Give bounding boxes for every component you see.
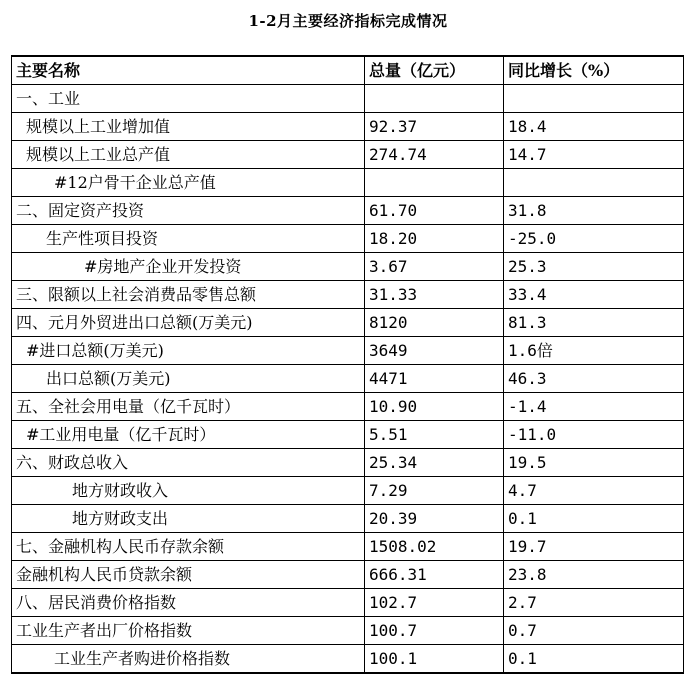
row-total: 7.29 — [365, 477, 504, 505]
row-name: 地方财政支出 — [12, 505, 365, 533]
table-row — [12, 113, 684, 141]
row-name: 金融机构人民币贷款余额 — [12, 561, 365, 589]
row-total: 5.51 — [365, 421, 504, 449]
row-total: 100.1 — [365, 645, 504, 674]
table-row — [12, 169, 684, 197]
row-growth: 25.3 — [504, 253, 684, 281]
row-total: 18.20 — [365, 225, 504, 253]
row-growth: 14.7 — [504, 141, 684, 169]
row-total: 31.33 — [365, 281, 504, 309]
row-total: 8120 — [365, 309, 504, 337]
row-total — [365, 169, 504, 197]
table-row — [12, 225, 684, 253]
indicators-table — [11, 55, 684, 674]
row-growth: -11.0 — [504, 421, 684, 449]
row-name: #进口总额(万美元) — [12, 337, 365, 365]
table-row — [12, 197, 684, 225]
table-row — [12, 533, 684, 561]
row-name: 生产性项目投资 — [12, 225, 365, 253]
row-growth: 31.8 — [504, 197, 684, 225]
table-row — [12, 645, 684, 674]
table-row — [12, 505, 684, 533]
column-header-total: 总量（亿元） — [365, 56, 504, 85]
column-header-name: 主要名称 — [12, 56, 365, 85]
row-total: 61.70 — [365, 197, 504, 225]
table-row — [12, 141, 684, 169]
row-name: 四、元月外贸进出口总额(万美元) — [12, 309, 365, 337]
table-row — [12, 309, 684, 337]
row-growth: 19.5 — [504, 449, 684, 477]
row-name: #房地产企业开发投资 — [12, 253, 365, 281]
table-row — [12, 617, 684, 645]
row-growth — [504, 85, 684, 113]
row-growth: 2.7 — [504, 589, 684, 617]
row-growth: 33.4 — [504, 281, 684, 309]
row-growth: 23.8 — [504, 561, 684, 589]
row-total: 4471 — [365, 365, 504, 393]
table-row — [12, 421, 684, 449]
row-growth: 0.7 — [504, 617, 684, 645]
row-total: 102.7 — [365, 589, 504, 617]
row-growth: 18.4 — [504, 113, 684, 141]
row-total: 25.34 — [365, 449, 504, 477]
row-total: 3.67 — [365, 253, 504, 281]
table-row — [12, 337, 684, 365]
table-row — [12, 589, 684, 617]
column-header-growth: 同比增长（%） — [504, 56, 684, 85]
row-name: 地方财政收入 — [12, 477, 365, 505]
row-name: 八、居民消费价格指数 — [12, 589, 365, 617]
row-name: 规模以上工业增加值 — [12, 113, 365, 141]
row-growth: 46.3 — [504, 365, 684, 393]
row-total: 10.90 — [365, 393, 504, 421]
row-name: 七、金融机构人民币存款余额 — [12, 533, 365, 561]
row-name: 二、固定资产投资 — [12, 197, 365, 225]
row-total: 20.39 — [365, 505, 504, 533]
row-name: 规模以上工业总产值 — [12, 141, 365, 169]
row-name: 工业生产者购进价格指数 — [12, 645, 365, 674]
row-name: 工业生产者出厂价格指数 — [12, 617, 365, 645]
row-total: 92.37 — [365, 113, 504, 141]
row-total — [365, 85, 504, 113]
table-row — [12, 253, 684, 281]
row-name: 五、全社会用电量（亿千瓦时） — [12, 393, 365, 421]
table-row — [12, 365, 684, 393]
row-total: 274.74 — [365, 141, 504, 169]
row-total: 100.7 — [365, 617, 504, 645]
row-name: 三、限额以上社会消费品零售总额 — [12, 281, 365, 309]
row-total: 1508.02 — [365, 533, 504, 561]
table-row — [12, 449, 684, 477]
row-growth: 81.3 — [504, 309, 684, 337]
table-header-row — [12, 56, 684, 85]
row-name: #工业用电量（亿千瓦时） — [12, 421, 365, 449]
row-total: 3649 — [365, 337, 504, 365]
table-row — [12, 281, 684, 309]
table-row — [12, 561, 684, 589]
table-row — [12, 393, 684, 421]
row-growth: 0.1 — [504, 645, 684, 674]
row-name: 一、工业 — [12, 85, 365, 113]
page-title: 1-2月主要经济指标完成情况 — [248, 12, 448, 30]
row-growth: 0.1 — [504, 505, 684, 533]
table-row — [12, 477, 684, 505]
row-growth: -25.0 — [504, 225, 684, 253]
table-row — [12, 85, 684, 113]
row-total: 666.31 — [365, 561, 504, 589]
row-name: 出口总额(万美元) — [12, 365, 365, 393]
row-growth: -1.4 — [504, 393, 684, 421]
row-name: #12户骨干企业总产值 — [12, 169, 365, 197]
row-growth: 1.6倍 — [504, 337, 684, 365]
row-growth: 19.7 — [504, 533, 684, 561]
row-growth — [504, 169, 684, 197]
row-name: 六、财政总收入 — [12, 449, 365, 477]
row-growth: 4.7 — [504, 477, 684, 505]
